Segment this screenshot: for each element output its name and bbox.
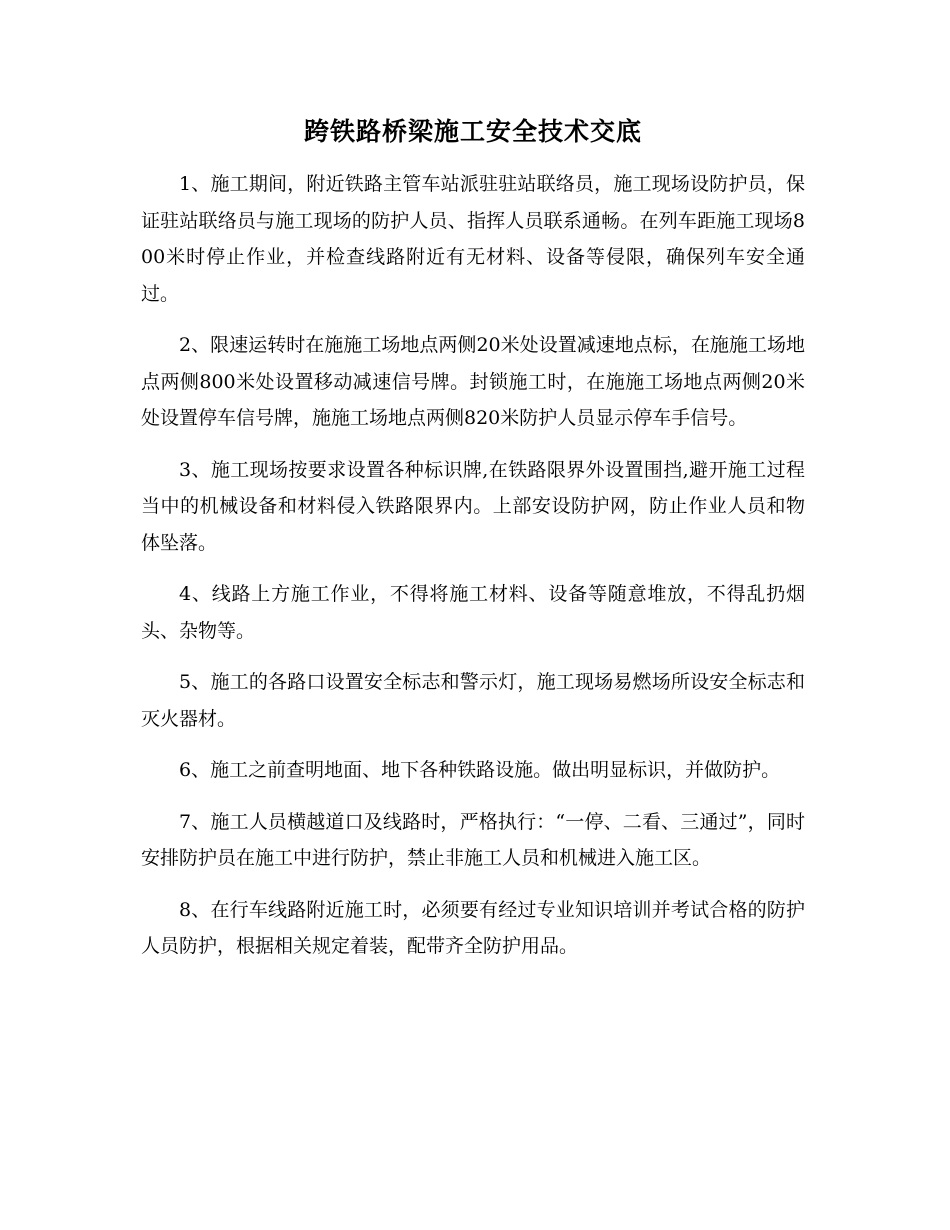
paragraph-4: 4、线路上方施工作业，不得将施工材料、设备等随意堆放，不得乱扔烟头、杂物等。 — [141, 583, 805, 642]
paragraph-7: 7、施工人员横越道口及线路时，严格执行：“一停、二看、三通过”，同时安排防护员在施工中进行防护，禁止非施工人员和机械进入施工区。 — [141, 810, 805, 869]
document-title: 跨铁路桥梁施工安全技术交底 — [303, 117, 642, 146]
paragraph-5: 5、施工的各路口设置安全标志和警示灯，施工现场易燃场所设安全标志和灭火器材。 — [141, 671, 805, 730]
paragraph-3: 3、施工现场按要求设置各种标识牌,在铁路限界外设置围挡,避开施工过程当中的机械设备和材料侵入铁路限界内。上部安设防护网，防止作业人员和物体坠落。 — [141, 458, 805, 554]
paragraph-8: 8、在行车线路附近施工时，必须要有经过专业知识培训并考试合格的防护人员防护，根据相关规定着装，配带齐全防护用品。 — [141, 898, 805, 957]
paragraph-1: 1、施工期间，附近铁路主管车站派驻驻站联络员，施工现场设防护员，保证驻站联络员与施工现场的防护人员、指挥人员联系通畅。在列车距施工现场800米时停止作业，并检查线路附近有无材料、设备等侵限，确保列车安全通过。 — [141, 173, 805, 305]
paragraph-2: 2、限速运转时在施施工场地点两侧20米处设置减速地点标，在施施工场地点两侧800米处设置移动减速信号牌。封锁施工时，在施施工场地点两侧20米处设置停车信号牌，施施工场地点两侧820米防护人员显示停车手信号。 — [141, 334, 805, 429]
paragraph-6: 6、施工之前查明地面、地下各种铁路设施。做出明显标识，并做防护。 — [179, 759, 781, 781]
document-page — [141, 112, 805, 980]
